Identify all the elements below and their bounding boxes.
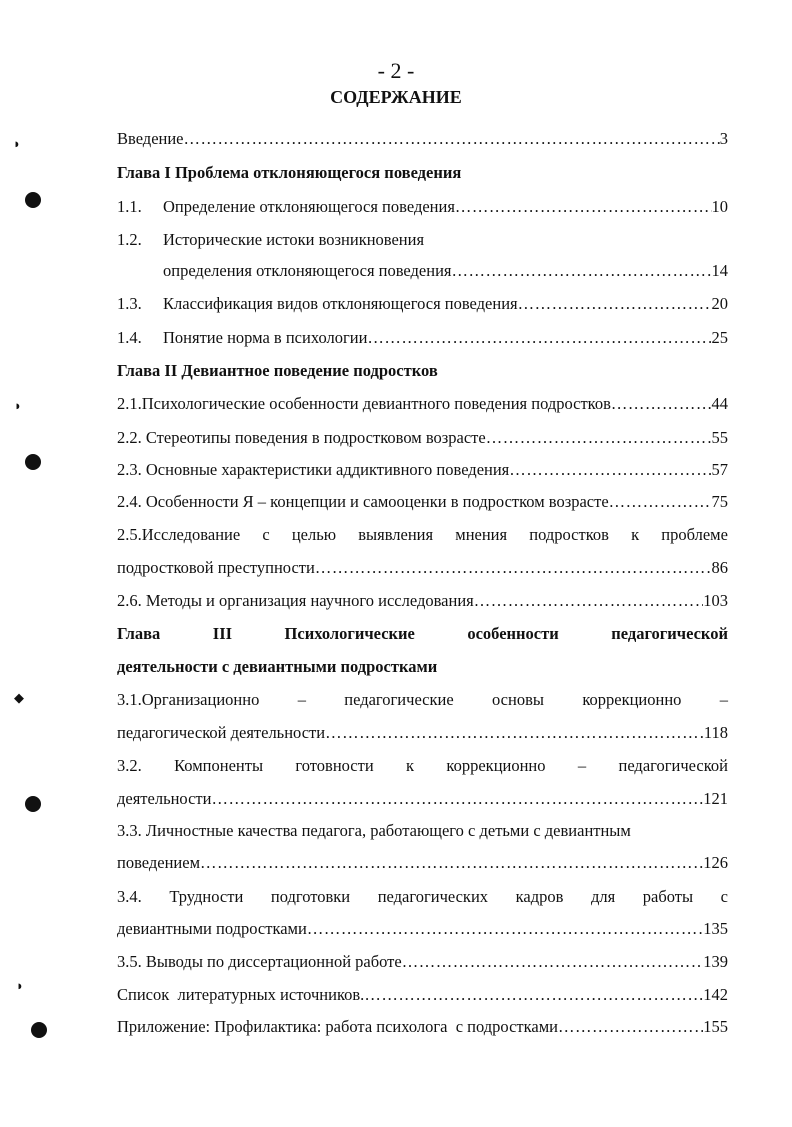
toc-entry-3-2-line1: 3.2. Компоненты готовности к коррекционно – педагогической [117, 756, 728, 775]
toc-entry-2-4: 2.4. Особенности Я – концепции и самооценки в подростком возрасте ……………………………………………………………………………………………………………………………………………………………… 75 [117, 491, 728, 513]
chapter-3-title-line1: Глава III Психологические особенности педагогической [117, 624, 728, 643]
chapter-1-title: Глава I Проблема отклоняющегося поведения [117, 163, 462, 182]
binding-hole-1 [25, 192, 41, 208]
toc-entry-3-3-line2: поведением ……………………………………………………………………………………………………………………………………………………………… 126 [117, 852, 728, 874]
binding-hole-2 [25, 454, 41, 470]
toc-entry-1-2-line1: 1.2. Исторические истоки возникновения [117, 230, 425, 249]
scan-mark-1: ◗ [13, 136, 21, 151]
page-title: СОДЕРЖАНИЕ [330, 87, 462, 107]
toc-entry-2-2: 2.2. Стереотипы поведения в подростковом возрасте ……………………………………………………………………………………………………………………………………………………………… 55 [117, 427, 728, 449]
scan-mark-2: ◗ [14, 398, 22, 413]
toc-entry-3-4-line2: девиантными подростками ……………………………………………………………………………………………………………………………………………………………… 135 [117, 918, 728, 940]
toc-entry-1-1: 1.1. Определение отклоняющегося поведения ……………………………………………………………………………………………………………………………………………………………… 10 [117, 196, 728, 218]
binding-hole-4 [31, 1022, 47, 1038]
scan-mark-3: ◆ [14, 690, 24, 705]
toc-entry-references: Список литературных источников. ……………………………………………………………………………………………………………………………………………………………… 142 [117, 984, 728, 1006]
toc-entry-appendix: Приложение: Профилактика: работа психолога с подростками ……………………………………………………………………………………………………………………………………………………………… 155 [117, 1016, 728, 1038]
toc-entry-intro: Введение ……………………………………………………………………………………………………………………………………………………………… 3 [117, 128, 728, 150]
toc-entry-2-3: 2.3. Основные характеристики аддиктивного поведения ……………………………………………………………………………………………………………………………………………………………… 57 [117, 459, 728, 481]
toc-entry-1-4: 1.4. Понятие норма в психологии ……………………………………………………………………………………………………………………………………………………………… 25 [117, 327, 728, 349]
toc-entry-2-6: 2.6. Методы и организация научного исследования ……………………………………………………………………………………………………………………………………………………………… 103 [117, 590, 728, 612]
toc-entry-2-5-line1: 2.5.Исследование с целью выявления мнения подростков к проблеме [117, 525, 728, 544]
toc-entry-3-3-line1: 3.3. Личностные качества педагога, работающего с детьми с девиантным [117, 821, 631, 840]
toc-entry-3-1-line2: педагогической деятельности ……………………………………………………………………………………………………………………………………………………………… 118 [117, 722, 728, 744]
binding-hole-3 [25, 796, 41, 812]
toc-entry-2-5-line2: подростковой преступности ……………………………………………………………………………………………………………………………………………………………… 86 [117, 557, 728, 579]
page-number: - 2 - [377, 58, 415, 83]
scan-mark-4: ◗ [16, 978, 24, 993]
toc-entry-3-5: 3.5. Выводы по диссертационной работе ……………………………………………………………………………………………………………………………………………………………… 139 [117, 951, 728, 973]
toc-entry-1-3: 1.3. Классификация видов отклоняющегося поведения ……………………………………………………………………………………………………………………………………………………………… 20 [117, 293, 728, 315]
chapter-2-title: Глава II Девиантное поведение подростков [117, 361, 438, 380]
toc-entry-3-2-line2: деятельности ……………………………………………………………………………………………………………………………………………………………… 121 [117, 788, 728, 810]
chapter-3-title-line2: деятельности с девиантными подростками [117, 657, 438, 676]
toc-entry-2-1: 2.1.Психологические особенности девиантного поведения подростков ……………………………………………………………………………………………………………………………………………………………… 44 [117, 393, 728, 415]
toc-entry-3-4-line1: 3.4. Трудности подготовки педагогических кадров для работы с [117, 887, 728, 906]
toc-entry-3-1-line1: 3.1.Организационно – педагогические основы коррекционно – [117, 690, 728, 709]
toc-entry-1-2-line2: определения отклоняющегося поведения ……………………………………………………………………………………………………………………………………………………………… 14 [163, 260, 728, 282]
